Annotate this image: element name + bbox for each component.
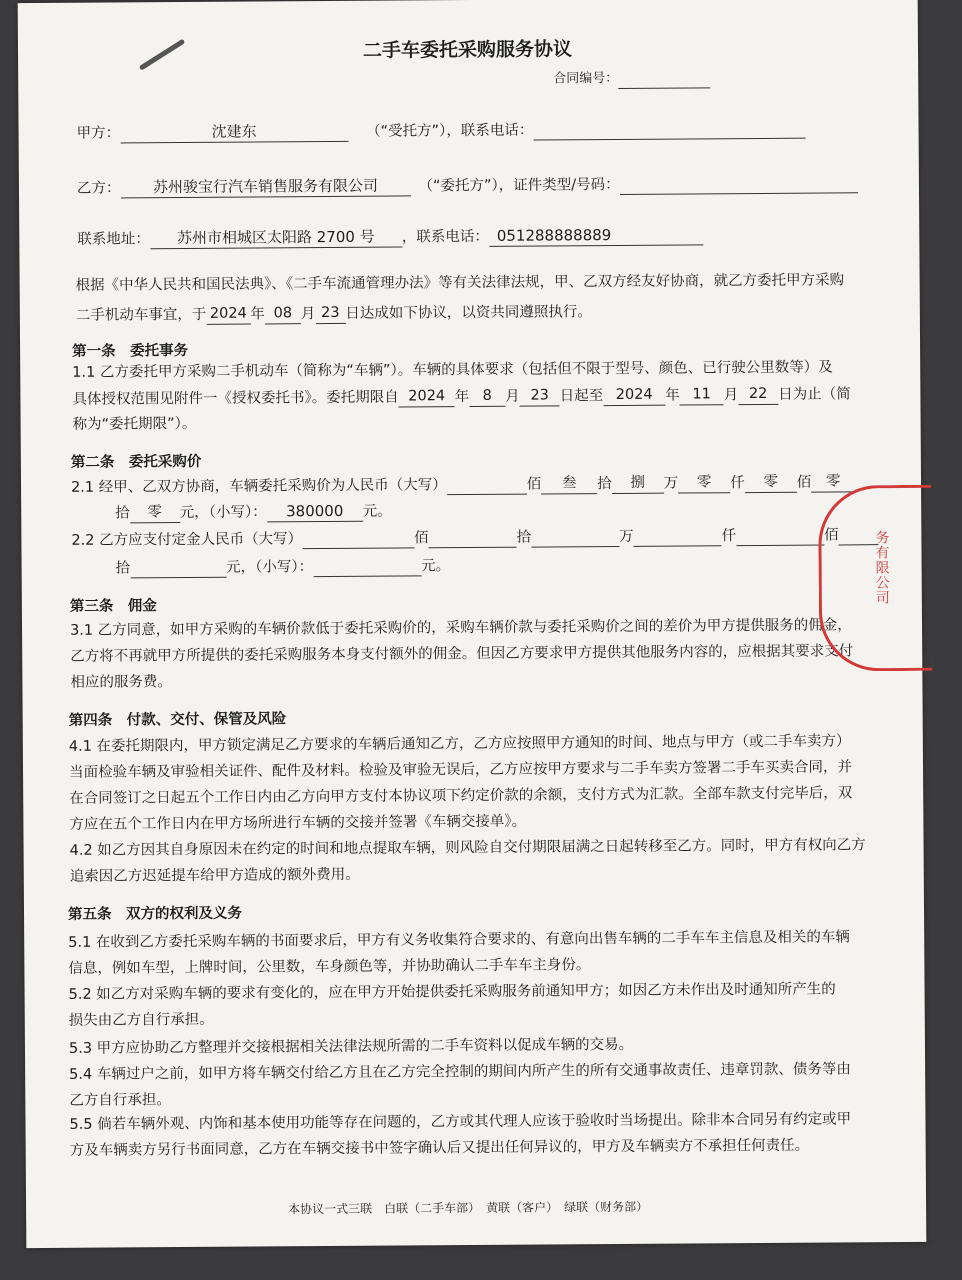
intro-month: 08 xyxy=(265,303,301,324)
intro-year-unit: 年 xyxy=(250,306,265,323)
deposit-shi-unit: 拾 xyxy=(516,529,532,546)
party-b-role: （“委托方”），证件类型/号码： xyxy=(418,176,620,195)
footer-note: 本协议一式三联 白联（二手车部） 黄联（客户） 绿联（财务部） xyxy=(288,1199,649,1217)
article-5-line-5: 5.3 甲方应协助乙方整理并交接根据相关法律法规所需的二手车资料以促成车辆的交易。 xyxy=(68,1036,634,1057)
party-a-phone-field xyxy=(533,120,805,141)
seal-text: 务有限公司 xyxy=(873,530,890,606)
term-start-day-unit: 日起至 xyxy=(559,388,604,405)
term-end-year: 2024 xyxy=(603,385,665,406)
deposit-text: 2.2 乙方应支付定金人民币（大写） xyxy=(71,531,303,549)
price-shi-unit: 拾 xyxy=(597,476,612,493)
address-phone: 051288888889 xyxy=(489,224,703,246)
intro-line-1: 根据《中华人民共和国民法典》、《二手车流通管理办法》等有关法律法规，甲、乙双方经友好协商，就乙方委托甲方采购 xyxy=(75,272,845,294)
article-5-line-9: 方及车辆卖方另行书面同意，乙方在车辆交接书中签字确认后又提出任何异议的，甲方及车辆卖方不承担任何责任。 xyxy=(69,1137,810,1159)
deposit-bai2-blank xyxy=(736,527,824,547)
party-a-role: （“受托方”），联系电话： xyxy=(366,122,534,140)
term-start-month: 8 xyxy=(469,386,505,407)
party-b-id-field xyxy=(620,174,858,195)
article-5-line-8: 5.5 倘若车辆外观、内饰和基本使用功能等存在问题的，乙方或其代理人应该于验收时当场提出。除非本合同另有约定或甲 xyxy=(69,1111,852,1133)
address-label: 联系地址： xyxy=(77,231,150,248)
article-4-line-1: 4.1 在委托期限内，甲方锁定满足乙方要求的车辆后通知乙方，乙方应按照甲方通知的时间、地点与甲方（或二手车卖方） xyxy=(68,733,851,755)
intro-line-2 xyxy=(76,301,592,326)
article-4-line-4: 方应在五个工作日内在甲方场所进行车辆的交接并签署《车辆交接单》。 xyxy=(69,813,527,833)
document-title: 二手车委托采购服务协议 xyxy=(362,38,573,62)
party-b-label: 乙方： xyxy=(76,180,121,197)
intro-day: 23 xyxy=(315,303,345,324)
term-end-year-unit: 年 xyxy=(665,387,680,404)
deposit-shi-blank xyxy=(429,529,517,549)
party-a-label: 甲方： xyxy=(76,125,121,142)
article-1-line-1: 1.1 乙方委托甲方采购二手机动车（简称为“车辆”）。车辆的具体要求（包括但不限于型号、颜色、已行驶公里数等）及 xyxy=(72,359,833,381)
article-2-line-1 xyxy=(71,471,855,497)
deposit-amount-blank xyxy=(313,557,421,577)
article-3-line-2: 乙方将不再就甲方所提供的委托采购服务本身支付额外的佣金。但因乙方要求甲方提供其他服务内容的，应根据其要求支付 xyxy=(70,643,854,665)
contract-number xyxy=(553,68,710,89)
article-5-line-4: 损失由乙方自行承担。 xyxy=(68,1011,214,1029)
intro-month-unit: 月 xyxy=(300,306,316,323)
price-shi-value: 叁 xyxy=(541,473,597,494)
article-3-line-3: 相应的服务费。 xyxy=(70,674,172,691)
deposit-bai-blank xyxy=(302,529,414,549)
address-phone-label: ，联系电话： xyxy=(401,228,489,246)
article-5-line-7: 乙方自行承担。 xyxy=(69,1092,171,1109)
party-b-line xyxy=(77,172,858,198)
contract-number-label: 合同编号： xyxy=(553,70,619,87)
contract-paper xyxy=(18,0,927,1248)
term-start-year: 2024 xyxy=(399,386,455,407)
deposit-shi2-unit: 拾 xyxy=(115,560,131,577)
term-start-year-unit: 年 xyxy=(454,389,470,406)
article-3-line-1: 3.1 乙方同意，如甲方采购的车辆价款低于委托采购价的，采购车辆价款与委托采购价之间的差价为甲方提供服务的佣金， xyxy=(69,617,852,639)
price-qian-unit: 仟 xyxy=(730,475,745,492)
article-5-heading: 第五条 双方的权利及义务 xyxy=(67,905,243,923)
article-4-line-5: 4.2 如乙方因其自身原因未在约定的时间和地点提取车辆，则风险自交付期限届满之日起转移至乙方。同时，甲方有权向乙方 xyxy=(69,837,866,859)
price-shi2-value: 零 xyxy=(811,471,855,492)
intro-text-b: 日达成如下协议，以资共同遵照执行。 xyxy=(345,304,592,322)
party-b-name: 苏州骏宝行汽车销售服务有限公司 xyxy=(120,175,410,198)
price-wan-unit: 万 xyxy=(663,475,679,492)
article-4-line-6: 追索因乙方迟延提车给甲方造成的额外费用。 xyxy=(69,866,360,885)
article-4-heading: 第四条 付款、交付、保管及风险 xyxy=(68,711,287,729)
price-qian-value: 零 xyxy=(678,472,730,493)
article-5-line-2: 信息，例如车型，上牌时间，公里数，车身颜色等，并协助确认二手车车主身份。 xyxy=(68,957,591,977)
term-end-month-unit: 月 xyxy=(723,387,739,404)
article-2-line-2 xyxy=(115,501,392,524)
price-wan-value: 捌 xyxy=(612,473,664,494)
price-amount: 380000 xyxy=(267,501,363,523)
term-start-day: 23 xyxy=(520,385,560,406)
term-text-end: 日为止（简 xyxy=(778,386,851,403)
address-line xyxy=(77,224,703,249)
term-end-day: 22 xyxy=(738,384,778,405)
deposit-bai2-unit: 佰 xyxy=(824,527,839,544)
contract-number-field xyxy=(618,69,710,89)
price-end: 元。 xyxy=(362,503,392,520)
company-seal xyxy=(818,485,932,672)
article-2-line-3 xyxy=(71,525,878,551)
price-bai-unit: 佰 xyxy=(526,476,542,493)
deposit-wan-blank xyxy=(531,528,619,548)
article-1-line-3: 称为“委托期限”）。 xyxy=(72,415,197,433)
term-text: 具体授权范围见附件一《授权委托书》。委托期限自 xyxy=(72,389,399,408)
party-a-name: 沈建东 xyxy=(120,121,348,144)
price-bai2-unit: 佰 xyxy=(796,474,812,491)
price-yuan-unit: 元，（小写）： xyxy=(179,504,267,522)
deposit-qian-unit: 仟 xyxy=(721,528,737,545)
party-a-line xyxy=(77,118,806,144)
article-4-line-3: 在合同签订之日起五个工作日内由乙方向甲方支付本协议项下约定价款的余额，支付方式为汇款。全部车款支付完毕后，双 xyxy=(69,785,853,807)
price-bai2-value: 零 xyxy=(745,472,797,493)
address-value: 苏州市相城区太阳路 2700 号 xyxy=(150,226,402,249)
term-end-month: 11 xyxy=(680,384,724,405)
article-2-line-4 xyxy=(116,556,451,578)
deposit-qian-blank xyxy=(634,527,722,547)
intro-text-a: 二手机动车事宜，于 xyxy=(75,306,207,324)
deposit-end: 元。 xyxy=(421,558,451,575)
price-bai-blank xyxy=(447,476,527,496)
article-4-line-2: 当面检验车辆及审验相关证件、配件及材料。检验及审验无误后，乙方应按甲方要求与二手车卖方签署二手车买卖合同，并 xyxy=(68,759,853,781)
deposit-yuan-blank xyxy=(130,559,226,579)
term-start-month-unit: 月 xyxy=(505,388,520,405)
deposit-yuan-unit: 元，（小写）： xyxy=(226,559,314,576)
price-yuan-value: 零 xyxy=(130,502,180,523)
deposit-wan-unit: 万 xyxy=(619,528,634,545)
article-5-line-6: 5.4 车辆过户之前，如甲方将车辆交付给乙方且在乙方完全控制的期间内所产生的所有交通事故责任、违章罚款、债务等由 xyxy=(69,1061,851,1083)
article-5-line-1: 5.1 在收到乙方委托采购车辆的书面要求后，甲方有义务收集符合要求的、有意向出售车辆的二手车车主信息及相关的车辆 xyxy=(68,929,850,951)
article-1-line-2 xyxy=(72,383,850,409)
deposit-bai-unit: 佰 xyxy=(414,530,429,547)
article-2-heading: 第二条 委托采购价 xyxy=(70,453,202,471)
price-text: 2.1 经甲、乙双方协商，车辆委托采购价为人民币（大写） xyxy=(70,477,447,496)
pen-mark xyxy=(139,39,186,71)
article-3-heading: 第三条 佣金 xyxy=(69,598,157,615)
intro-year: 2024 xyxy=(206,304,250,325)
article-5-line-3: 5.2 如乙方对采购车辆的要求有变化的，应在甲方开始提供委托采购服务前通知甲方；如因乙方未作出及时通知所产生的 xyxy=(68,981,836,1003)
price-shi2-unit: 拾 xyxy=(115,505,130,522)
article-1-heading: 第一条 委托事务 xyxy=(72,342,189,360)
